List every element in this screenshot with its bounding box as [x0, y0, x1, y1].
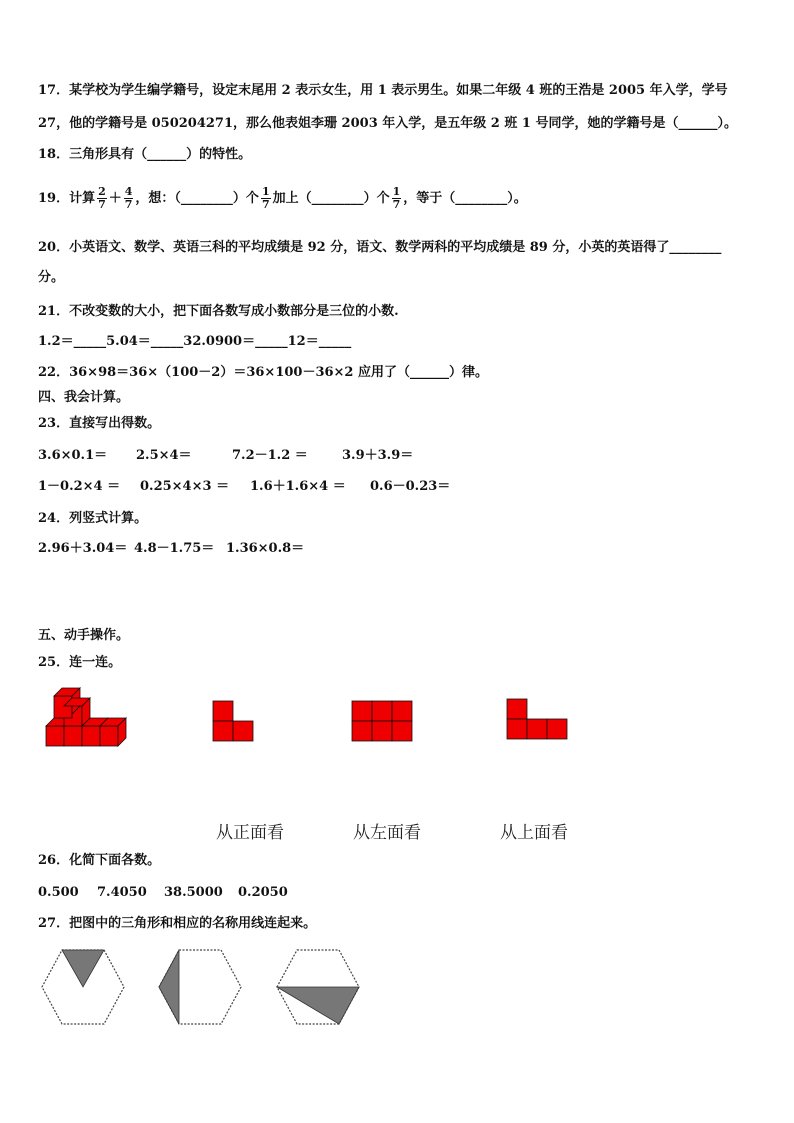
q18: 18．三角形具有（______）的特性。	[38, 147, 252, 162]
left-view-figure	[212, 700, 256, 742]
q19-add: 加上（________）个	[272, 191, 390, 206]
q24-text: 24．列竖式计算。	[38, 511, 148, 526]
q26-item: 38.5000	[164, 885, 223, 900]
q19-prefix: 19．计算	[38, 191, 96, 206]
q19	[38, 186, 527, 212]
q22: 22．36×98＝36×（100－2）＝36×100－36×2 应用了（______）律。	[38, 365, 489, 380]
hexagon-triangle-3	[275, 948, 361, 1026]
q19-equal: ，等于（________）。	[403, 191, 527, 206]
q24-item: 2.96＋3.04＝	[38, 541, 128, 556]
view-label-left: 从左面看	[353, 823, 421, 843]
q23-r1-c1: 3.6×0.1＝	[38, 448, 108, 463]
q17-line1: 17．某学校为学生编学籍号，设定末尾用 2 表示女生，用 1 表示男生。如果二年级 4 班的王浩是 2005 年入学，学号	[38, 83, 728, 98]
q21-text: 21．不改变数的大小，把下面各数写成小数部分是三位的小数.	[38, 304, 399, 319]
hexagon-triangle-1	[40, 948, 126, 1026]
q24-item: 4.8－1.75＝	[134, 541, 215, 556]
q21-item: 12＝_____	[287, 334, 352, 349]
q24-item: 1.36×0.8＝	[226, 541, 305, 556]
q23-r1-c4: 3.9＋3.9＝	[342, 448, 414, 463]
q25-text: 25．连一连。	[38, 655, 122, 670]
top-view-grid-figure	[351, 700, 413, 742]
q19-think: ，想：（________）个	[135, 191, 259, 206]
q17-line2: 27，他的学籍号是 050204271，那么他表姐李珊 2003 年入学，是五年级 2 班 1 号同学，她的学籍号是（______）。	[38, 116, 737, 131]
view-label-front: 从正面看	[216, 823, 284, 843]
cube-stack-figure	[40, 686, 130, 750]
fraction-1-7-b: $\frac{1}{7}$	[392, 185, 401, 211]
q23-r2-c3: 1.6＋1.6×4 ＝	[250, 479, 346, 494]
view-label-top: 从上面看	[500, 823, 568, 843]
hexagon-triangle-2	[157, 948, 243, 1026]
q20-line2: 分。	[38, 270, 65, 285]
q23-r2-c2: 0.25×4×3 ＝	[140, 479, 230, 494]
q20-line1: 20．小英语文、数学、英语三科的平均成绩是 92 分，语文、数学两科的平均成绩是 89 分，小英的英语得了________	[38, 240, 722, 255]
q19-plus: ＋	[108, 191, 122, 206]
q23-r1-c2: 2.5×4＝	[136, 448, 192, 463]
q26-item: 0.500	[38, 885, 79, 900]
q26-item: 7.4050	[97, 885, 147, 900]
q21-item: 5.04＝_____	[106, 334, 184, 349]
fraction-4-7: $\frac{4}{7}$	[124, 185, 133, 211]
q21-item: 1.2＝_____	[38, 334, 107, 349]
q26-text: 26．化简下面各数。	[38, 853, 161, 868]
q21-item: 32.0900＝_____	[183, 334, 288, 349]
q23-r2-c4: 0.6－0.23＝	[370, 479, 451, 494]
q21-items	[38, 333, 351, 351]
section-5-heading: 五、动手操作。	[38, 628, 130, 643]
q23-r1-c3: 7.2－1.2 ＝	[232, 448, 308, 463]
q26-item: 0.2050	[238, 885, 288, 900]
front-view-figure	[506, 698, 570, 742]
q27-text: 27．把图中的三角形和相应的名称用线连起来。	[38, 916, 317, 931]
q23-r2-c1: 1－0.2×4 ＝	[38, 479, 121, 494]
fraction-2-7: $\frac{2}{7}$	[98, 185, 106, 211]
section-4-heading: 四、我会计算。	[38, 390, 130, 405]
fraction-1-7-a: $\frac{1}{7}$	[261, 185, 270, 211]
q23-text: 23．直接写出得数。	[38, 416, 161, 431]
